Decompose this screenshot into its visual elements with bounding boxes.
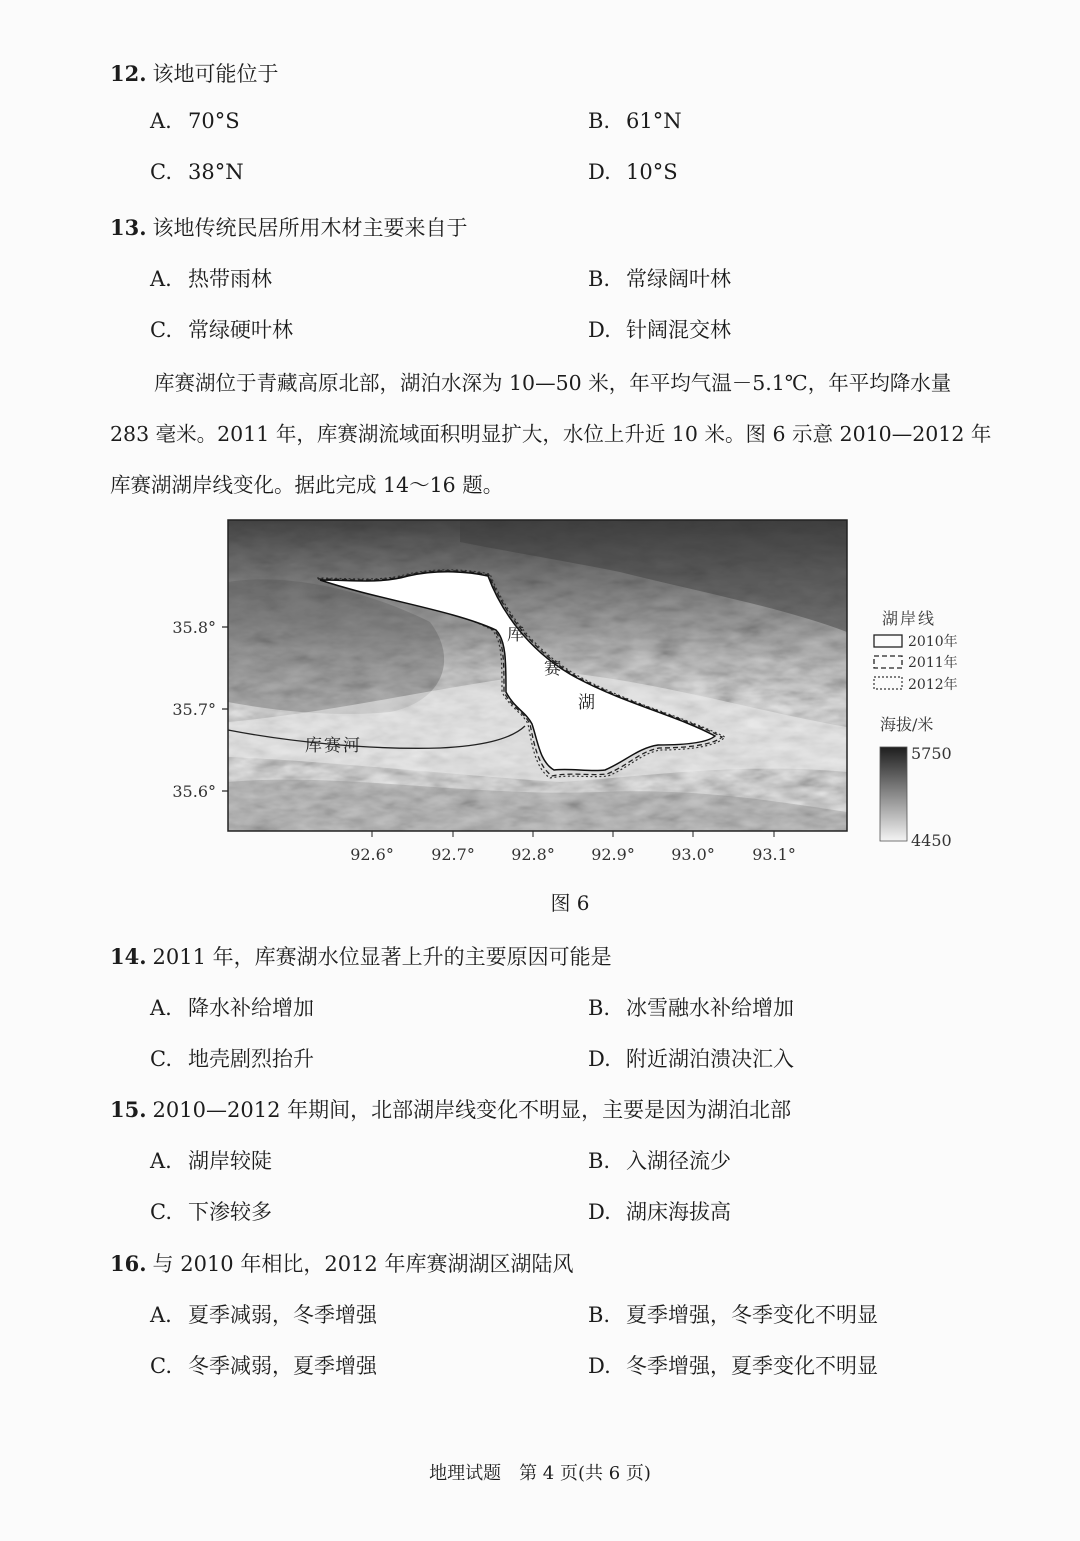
option-text: 针阔混交林	[626, 318, 731, 342]
option-label: B.	[588, 996, 611, 1020]
option-text: 70°S	[188, 109, 240, 133]
option-text: 常绿硬叶林	[188, 318, 293, 342]
q12-option-d[interactable]	[588, 160, 678, 184]
option-label: D.	[588, 1354, 611, 1378]
figure-6-map	[140, 512, 970, 872]
q14-option-c[interactable]	[150, 1043, 314, 1073]
question-text: 2010—2012 年期间，北部湖岸线变化不明显，主要是因为湖泊北部	[152, 1098, 792, 1122]
q16-option-b[interactable]	[588, 1299, 878, 1329]
legend-item-2010: 2010年	[908, 634, 958, 650]
option-text: 地壳剧烈抬升	[188, 1047, 314, 1071]
question-text: 2011 年，库赛湖水位显著上升的主要原因可能是	[152, 945, 612, 969]
option-label: D.	[588, 318, 611, 342]
q12-option-c[interactable]	[150, 160, 244, 184]
elevation-color-bar	[880, 747, 907, 841]
option-label: C.	[150, 1200, 172, 1224]
question-text: 该地传统民居所用木材主要来自于	[152, 216, 468, 240]
passage-line-1: 库赛湖位于青藏高原北部，湖泊水深为 10—50 米，年平均气温－5.1℃，年平均降水量	[154, 371, 952, 395]
option-text: 10°S	[626, 160, 678, 184]
lon-tick-92-8: 92.8°	[511, 845, 555, 864]
q14-option-d[interactable]	[588, 1043, 794, 1073]
option-label: B.	[588, 109, 611, 133]
question-number: 15.	[110, 1097, 147, 1122]
q15-option-d[interactable]	[588, 1196, 731, 1226]
option-text: 冬季增强，夏季变化不明显	[626, 1354, 878, 1378]
question-13-stem	[110, 212, 468, 242]
question-12-stem	[110, 58, 279, 88]
passage-line-2: 283 毫米。2011 年，库赛湖流域面积明显扩大，水位上升近 10 米。图 6 示意 2010—2012 年	[110, 422, 992, 446]
lake-label-3: 湖	[578, 693, 595, 713]
figure-caption: 图 6	[550, 891, 590, 915]
q12-option-a[interactable]	[150, 109, 240, 133]
option-text: 湖床海拔高	[626, 1200, 731, 1224]
q14-option-a[interactable]	[150, 992, 314, 1022]
lat-tick-35-7: 35.7°	[172, 700, 216, 719]
map-svg	[140, 512, 970, 872]
legend-item-2012: 2012年	[908, 677, 958, 693]
legend-elevation-min: 4450	[911, 831, 952, 850]
page-footer: 地理试题 第 4 页(共 6 页)	[429, 1463, 651, 1484]
option-label: A.	[150, 1149, 172, 1173]
q12-option-b[interactable]	[588, 109, 682, 133]
legend-elevation-max: 5750	[911, 744, 952, 763]
option-text: 降水补给增加	[188, 996, 314, 1020]
option-text: 夏季增强，冬季变化不明显	[626, 1303, 878, 1327]
lon-tick-93-0: 93.0°	[671, 845, 715, 864]
option-text: 夏季减弱，冬季增强	[188, 1303, 377, 1327]
q14-option-b[interactable]	[588, 992, 794, 1022]
option-label: D.	[588, 160, 611, 184]
q16-option-a[interactable]	[150, 1299, 377, 1329]
option-label: D.	[588, 1200, 611, 1224]
lake-label-2: 赛	[544, 659, 561, 679]
legend-shoreline-title: 湖岸线	[882, 609, 937, 628]
option-label: B.	[588, 1303, 611, 1327]
question-number: 12.	[110, 61, 147, 86]
lake-label-1: 库	[507, 625, 524, 645]
lon-tick-92-6: 92.6°	[350, 845, 394, 864]
q13-option-a[interactable]	[150, 263, 272, 293]
option-label: D.	[588, 1047, 611, 1071]
option-label: C.	[150, 318, 172, 342]
map-legend	[874, 609, 958, 850]
legend-swatch-2011	[874, 656, 902, 668]
option-label: C.	[150, 1047, 172, 1071]
legend-swatch-2012	[874, 677, 902, 689]
q15-option-b[interactable]	[588, 1145, 731, 1175]
option-text: 附近湖泊溃决汇入	[626, 1047, 794, 1071]
lon-tick-92-7: 92.7°	[431, 845, 475, 864]
option-label: A.	[150, 996, 172, 1020]
legend-swatch-2010	[874, 635, 902, 647]
question-text: 该地可能位于	[152, 62, 279, 86]
q13-option-d[interactable]	[588, 314, 731, 344]
passage-line-3: 库赛湖湖岸线变化。据此完成 14～16 题。	[110, 473, 504, 497]
option-label: C.	[150, 160, 172, 184]
question-14-stem	[110, 941, 612, 971]
lat-tick-35-6: 35.6°	[172, 782, 216, 801]
option-text: 冬季减弱，夏季增强	[188, 1354, 377, 1378]
q15-option-a[interactable]	[150, 1145, 272, 1175]
option-label: A.	[150, 1303, 172, 1327]
option-text: 61°N	[626, 109, 682, 133]
river-label: 库赛河	[305, 736, 362, 756]
q16-option-d[interactable]	[588, 1350, 878, 1380]
legend-item-2011: 2011年	[908, 655, 958, 671]
option-label: B.	[588, 267, 611, 291]
lat-tick-35-8: 35.8°	[172, 618, 216, 637]
question-number: 16.	[110, 1251, 147, 1276]
question-15-stem	[110, 1094, 791, 1124]
q13-option-b[interactable]	[588, 263, 731, 293]
option-label: B.	[588, 1149, 611, 1173]
option-label: C.	[150, 1354, 172, 1378]
question-16-stem	[110, 1248, 573, 1278]
option-text: 冰雪融水补给增加	[626, 996, 794, 1020]
q15-option-c[interactable]	[150, 1196, 272, 1226]
option-text: 入湖径流少	[626, 1149, 731, 1173]
option-label: A.	[150, 109, 172, 133]
q16-option-c[interactable]	[150, 1350, 377, 1380]
lon-tick-92-9: 92.9°	[591, 845, 635, 864]
option-text: 下渗较多	[188, 1200, 272, 1224]
option-text: 38°N	[188, 160, 244, 184]
question-number: 13.	[110, 215, 147, 240]
option-label: A.	[150, 267, 172, 291]
legend-elevation-title: 海拔/米	[880, 715, 934, 734]
q13-option-c[interactable]	[150, 314, 293, 344]
option-text: 湖岸较陡	[188, 1149, 272, 1173]
question-text: 与 2010 年相比，2012 年库赛湖湖区湖陆风	[152, 1252, 574, 1276]
question-number: 14.	[110, 944, 147, 969]
lon-tick-93-1: 93.1°	[752, 845, 796, 864]
option-text: 热带雨林	[188, 267, 272, 291]
option-text: 常绿阔叶林	[626, 267, 731, 291]
